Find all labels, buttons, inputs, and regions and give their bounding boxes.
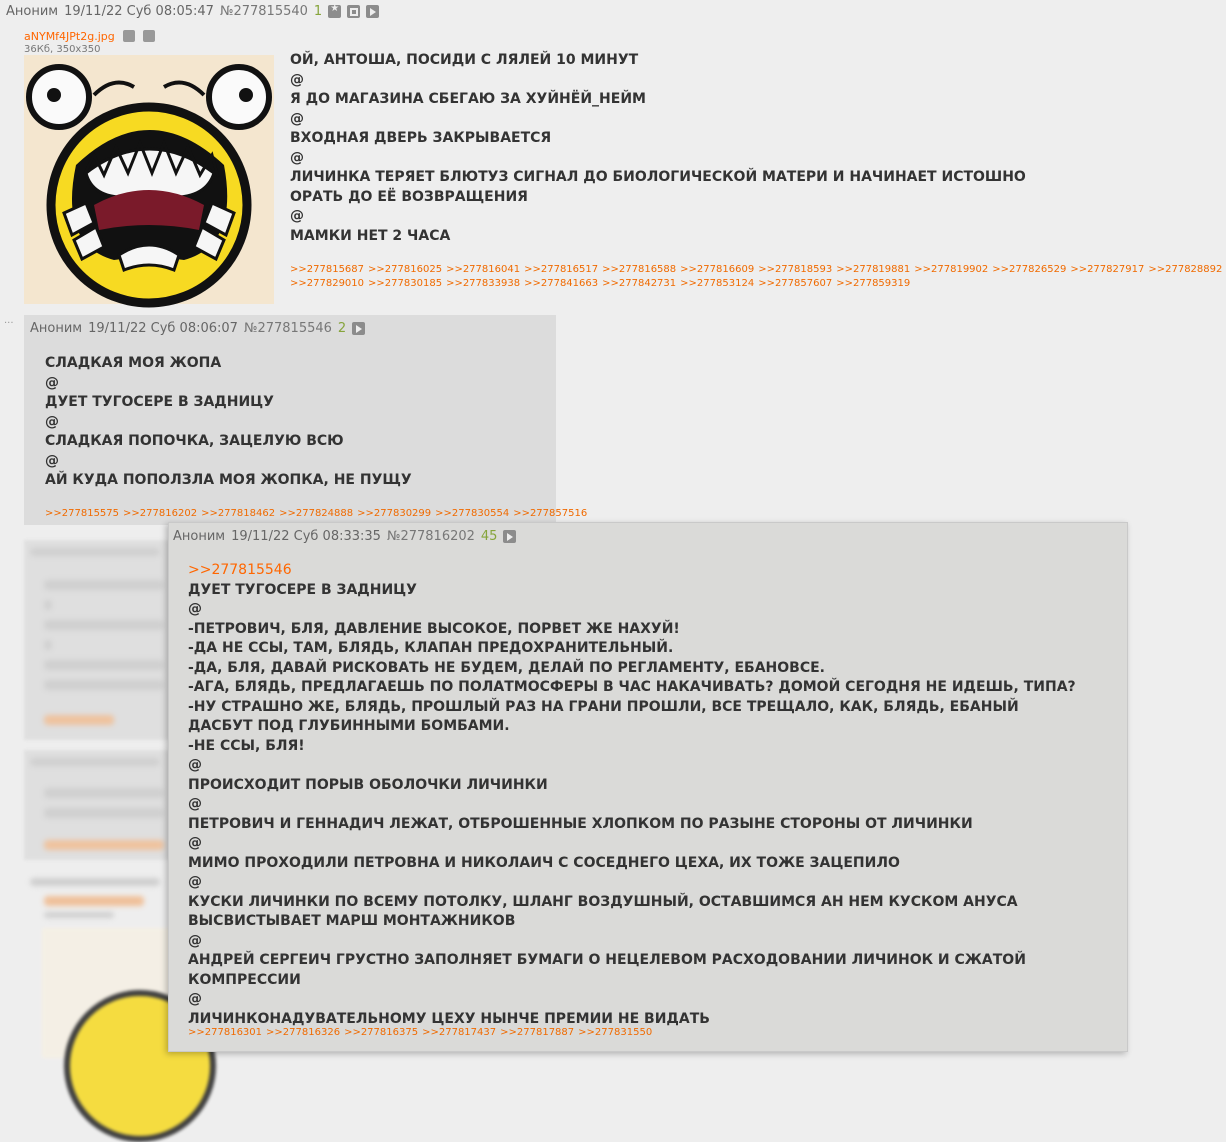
play-icon[interactable] (366, 5, 379, 18)
post-line: @ (188, 991, 202, 1007)
post-line: КУСКИ ЛИЧИНКИ ПО ВСЕМУ ПОТОЛКУ, ШЛАНГ ВОЗДУШНЫЙ, ОСТАВШИМСЯ АН НЕМ КУСКОМ АНУСА ВЫСВИСТЫВАЕТ МАРШ МОНТАЖНИКОВ (188, 893, 1018, 929)
post-line: -НУ СТРАШНО ЖЕ, БЛЯДЬ, ПРОШЛЫЙ РАЗ НА ГРАНИ ПРОШЛИ, ВСЕ ТРЕЩАЛО, КАК, БЛЯДЬ, ЕБАНЫЙ ДАСБУТ ПОД ГЛУБИННЫМИ БОМБАМИ. (188, 698, 1019, 734)
post-number[interactable]: №277816202 (386, 529, 475, 544)
post-line: ДУЕТ ТУГОСЕРЕ В ЗАДНИЦУ (45, 394, 274, 410)
quote-link[interactable]: >>277815546 (188, 562, 292, 578)
file-info (24, 25, 155, 55)
reply-link[interactable]: >>277828892 (1148, 264, 1223, 275)
reply-link[interactable]: >>277841663 (524, 278, 599, 289)
reply-link[interactable]: >>277816609 (680, 264, 755, 275)
reply-link[interactable]: >>277816375 (344, 1027, 419, 1038)
post-header (30, 321, 365, 336)
post-line: @ (290, 149, 304, 166)
reply-dots: ··· (4, 318, 14, 329)
play-icon[interactable] (503, 530, 516, 543)
reply-link[interactable]: >>277818462 (201, 508, 276, 519)
post-line: @ (45, 452, 59, 469)
post-header (6, 4, 379, 19)
reply-link[interactable]: >>277830554 (435, 508, 510, 519)
reply-link[interactable]: >>277818593 (758, 264, 833, 275)
reply-link[interactable]: >>277816025 (368, 264, 443, 275)
blurred-post (24, 750, 174, 860)
post-body (188, 561, 1118, 1029)
post-line: @ (45, 413, 59, 430)
reply-link[interactable]: >>277824888 (279, 508, 354, 519)
post-line: @ (188, 601, 202, 617)
post-index: 1 (313, 4, 323, 19)
post-line: @ (290, 208, 304, 224)
post-line: ОЙ, АНТОША, ПОСИДИ С ЛЯЛЕЙ 10 МИНУТ (290, 52, 639, 68)
reply-link[interactable]: >>277826529 (992, 264, 1067, 275)
reply-post (24, 315, 588, 525)
post-line: АЙ КУДА ПОПОЛЗЛА МОЯ ЖОПКА, НЕ ПУЩУ (45, 472, 412, 488)
post-line: -ПЕТРОВИЧ, БЛЯ, ДАВЛЕНИЕ ВЫСОКОЕ, ПОРВЕТ ЖЕ НАХУЙ! (188, 620, 680, 637)
post-line: -НЕ ССЫ, БЛЯ! (188, 737, 305, 754)
poster-name: Аноним (173, 529, 226, 544)
expand-icon[interactable] (347, 5, 360, 18)
blurred-post (24, 540, 174, 740)
star-icon[interactable] (328, 5, 341, 18)
file-meta: 36Кб, 350x350 (24, 44, 101, 55)
post-line: СЛАДКАЯ ПОПОЧКА, ЗАЦЕЛУЮ ВСЮ (45, 433, 344, 449)
reply-link[interactable]: >>277819881 (836, 264, 911, 275)
post-line: АНДРЕЙ СЕРГЕИЧ ГРУСТНО ЗАПОЛНЯЕТ БУМАГИ О НЕЦЕЛЕВОМ РАСХОДОВАНИИ ЛИЧИНОК И СЖАТОЙ КОМПРЕССИИ (188, 952, 1026, 988)
post-line: @ (188, 932, 202, 949)
post-number[interactable]: №277815546 (243, 321, 332, 336)
reply-link[interactable]: >>277842731 (602, 278, 677, 289)
reply-link[interactable]: >>277830185 (368, 278, 443, 289)
post-line: @ (290, 110, 304, 127)
reply-link[interactable]: >>277817437 (422, 1027, 497, 1038)
reply-link[interactable]: >>277815575 (45, 508, 120, 519)
post-line: ПРОИСХОДИТ ПОРЫВ ОБОЛОЧКИ ЛИЧИНКИ (188, 776, 548, 793)
post-line: @ (188, 835, 202, 851)
reply-link[interactable]: >>277816588 (602, 264, 677, 275)
post-index: 45 (480, 529, 498, 544)
post-header (173, 529, 516, 544)
reply-popup (168, 522, 1128, 1052)
post-date: 19/11/22 Суб 08:33:35 (231, 529, 381, 544)
reply-link[interactable]: >>277830299 (357, 508, 432, 519)
reply-link[interactable]: >>277817887 (500, 1027, 575, 1038)
reply-link[interactable]: >>277857516 (513, 508, 588, 519)
reply-link[interactable]: >>277833938 (446, 278, 521, 289)
post-line: -АГА, БЛЯДЬ, ПРЕДЛАГАЕШЬ ПО ПОЛАТМОСФЕРЫ В ЧАС НАКАЧИВАТЬ? ДОМОЙ СЕГОДНЯ НЕ ИДЕШЬ, ТИПА? (188, 679, 1076, 695)
post-line: ПЕТРОВИЧ И ГЕННАДИЧ ЛЕЖАТ, ОТБРОШЕННЫЕ ХЛОПКОМ ПО РАЗЫНЕ СТОРОНЫ ОТ ЛИЧИНКИ (188, 815, 973, 832)
reply-link[interactable]: >>277827917 (1070, 264, 1145, 275)
post-line: ЛИЧИНКОНАДУВАТЕЛЬНОМУ ЦЕХУ НЫНЧЕ ПРЕМИИ НЕ ВИДАТЬ (188, 1010, 710, 1027)
reply-link[interactable]: >>277816202 (123, 508, 198, 519)
post-line: @ (188, 874, 202, 890)
post-line: @ (188, 757, 202, 773)
screaming-face-image (24, 55, 274, 304)
reply-link[interactable]: >>277816326 (266, 1027, 341, 1038)
reply-link[interactable]: >>277831550 (578, 1027, 653, 1038)
file-link[interactable]: aNYMf4JPt2g.jpg (24, 30, 115, 43)
post-line: @ (188, 796, 202, 812)
post-line: Я ДО МАГАЗИНА СБЕГАЮ ЗА ХУЙНЁЙ_НЕЙМ (290, 91, 646, 107)
post-body (290, 51, 1110, 246)
poster-name: Аноним (6, 4, 59, 19)
poster-name: Аноним (30, 321, 83, 336)
blurred-post (24, 870, 174, 1050)
post-date: 19/11/22 Суб 08:05:47 (64, 4, 214, 19)
play-icon[interactable] (352, 322, 365, 335)
post-image[interactable] (24, 55, 274, 304)
post-line: ЛИЧИНКА ТЕРЯЕТ БЛЮТУЗ СИГНАЛ ДО БИОЛОГИЧЕСКОЙ МАТЕРИ И НАЧИНАЕТ ИСТОШНО ОРАТЬ ДО ЕЁ ВОЗВРАЩЕНИЯ (290, 169, 1026, 205)
reply-link[interactable]: >>277815687 (290, 264, 365, 275)
download-icon[interactable] (143, 30, 155, 42)
post-line: @ (290, 71, 304, 88)
reply-link[interactable]: >>277859319 (836, 278, 911, 289)
post-number[interactable]: №277815540 (219, 4, 308, 19)
post-date: 19/11/22 Суб 08:06:07 (88, 321, 238, 336)
reply-links (45, 507, 588, 521)
search-icon[interactable] (123, 30, 135, 42)
post-line: -ДА, БЛЯ, ДАВАЙ РИСКОВАТЬ НЕ БУДЕМ, ДЕЛАЙ ПО РЕГЛАМЕНТУ, ЕБАНОВСЕ. (188, 659, 825, 676)
reply-link[interactable]: >>277829010 (290, 278, 365, 289)
post-line: ДУЕТ ТУГОСЕРЕ В ЗАДНИЦУ (188, 581, 417, 598)
post-line: @ (45, 374, 59, 391)
post-line: МИМО ПРОХОДИЛИ ПЕТРОВНА И НИКОЛАИЧ С СОСЕДНЕГО ЦЕХА, ИХ ТОЖЕ ЗАЦЕПИЛО (188, 854, 900, 871)
reply-link[interactable]: >>277819902 (914, 264, 989, 275)
reply-links (188, 1026, 656, 1040)
post-body (45, 354, 545, 491)
reply-link[interactable]: >>277857607 (758, 278, 833, 289)
reply-link[interactable]: >>277853124 (680, 278, 755, 289)
reply-link[interactable]: >>277816041 (446, 264, 521, 275)
reply-link[interactable]: >>277816301 (188, 1027, 263, 1038)
post-line: ВХОДНАЯ ДВЕРЬ ЗАКРЫВАЕТСЯ (290, 130, 552, 146)
post-line: СЛАДКАЯ МОЯ ЖОПА (45, 355, 222, 371)
post-line: МАМКИ НЕТ 2 ЧАСА (290, 227, 451, 244)
post-index: 2 (337, 321, 347, 336)
post-line: -ДА НЕ ССЫ, ТАМ, БЛЯДЬ, КЛАПАН ПРЕДОХРАНИТЕЛЬНЫЙ. (188, 640, 674, 656)
reply-links (290, 263, 1223, 291)
reply-link[interactable]: >>277816517 (524, 264, 599, 275)
